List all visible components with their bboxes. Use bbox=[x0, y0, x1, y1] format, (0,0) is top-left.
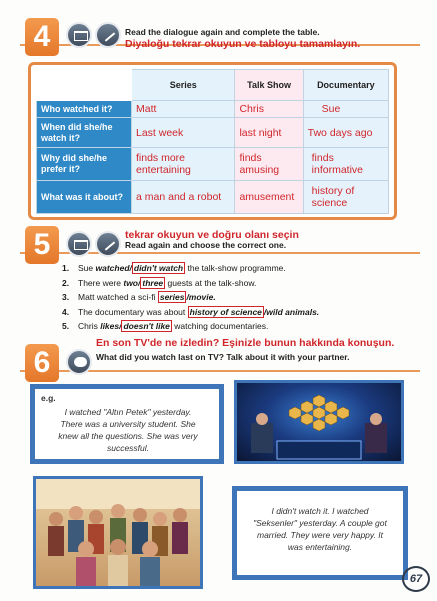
answer-cell: a man and a robot bbox=[136, 191, 222, 204]
table-corner bbox=[37, 70, 132, 101]
book-icon bbox=[66, 22, 92, 48]
list-item bbox=[62, 319, 319, 334]
item-chosen-option: didn't watch bbox=[133, 263, 184, 273]
item-chosen-option: history of science bbox=[189, 306, 262, 317]
answer-cell: Chris bbox=[239, 103, 264, 116]
book-icon bbox=[66, 231, 92, 257]
example-text: I watched "Altın Petek" yesterday. There was a university student. She knew all the questions. She was very successful. bbox=[58, 407, 198, 453]
table-row bbox=[37, 181, 389, 214]
row-question: When did she/he watch it? bbox=[37, 118, 132, 148]
header-talk-show: Talk Show bbox=[235, 70, 303, 101]
answer-cell: Two days ago bbox=[307, 126, 373, 139]
item-text: the talk-show programme. bbox=[185, 263, 286, 273]
item-number: 2. bbox=[62, 277, 70, 288]
ex4-number-badge: 4 bbox=[25, 18, 59, 56]
answer-cell: Last week bbox=[136, 126, 184, 139]
item-option: /wild animals. bbox=[263, 306, 320, 317]
ex5-translation: tekrar okuyun ve doğru olanı seçin bbox=[125, 229, 299, 241]
item-text: The documentary was about bbox=[78, 306, 188, 317]
answer-cell: finds amusing bbox=[239, 152, 280, 177]
answer-cell: finds more entertaining bbox=[136, 152, 191, 177]
item-chosen-option: series bbox=[159, 292, 185, 303]
ex6-number-badge: 6 bbox=[25, 344, 59, 382]
ex5-title: Read again and choose the correct one. bbox=[125, 240, 287, 250]
item-option: two/ bbox=[123, 277, 141, 288]
family-photo bbox=[33, 476, 203, 589]
ex4-table bbox=[36, 69, 389, 214]
list-item bbox=[62, 305, 319, 320]
answer-cell: Sue bbox=[321, 103, 341, 116]
page-number: 67 bbox=[402, 566, 430, 592]
list-item bbox=[62, 276, 319, 291]
list-item bbox=[62, 290, 319, 305]
item-text: watching documentaries. bbox=[171, 321, 269, 332]
list-item bbox=[62, 261, 319, 276]
example-label: e.g. bbox=[41, 393, 56, 403]
item-number: 5. bbox=[62, 321, 70, 332]
quiz-show-photo bbox=[234, 380, 404, 464]
item-option: likes/ bbox=[100, 321, 122, 332]
item-chosen-option: three bbox=[142, 277, 164, 288]
header-documentary: Documentary bbox=[303, 70, 388, 101]
item-chosen-option: doesn't like bbox=[123, 321, 170, 332]
table-row bbox=[37, 101, 389, 118]
item-text: There were bbox=[78, 277, 124, 288]
ex6-translation: En son TV'de ne izledin? Eşinizle bunun hakkında konuşun. bbox=[96, 337, 395, 349]
pencil-icon bbox=[95, 231, 121, 257]
item-text: Sue bbox=[78, 263, 96, 273]
answer-cell: last night bbox=[239, 126, 282, 139]
item-text: guests at the talk-show. bbox=[165, 277, 257, 288]
answer-cell: history of science bbox=[311, 185, 355, 210]
item-text: Matt watched a sci-fi bbox=[78, 292, 158, 303]
ex4-title: Read the dialogue again and complete the table. bbox=[125, 27, 320, 37]
ex5-number-badge: 5 bbox=[25, 226, 59, 264]
reply-panel bbox=[232, 486, 408, 580]
table-row bbox=[37, 118, 389, 148]
row-question: Who watched it? bbox=[37, 101, 132, 118]
example-panel bbox=[30, 384, 224, 464]
answer-cell: Matt bbox=[136, 103, 157, 116]
ex6-title: What did you watch last on TV? Talk about it with your partner. bbox=[96, 352, 350, 362]
row-question: Why did she/he prefer it? bbox=[37, 148, 132, 181]
reply-text: I didn't watch it. I watched "Seksenler" yesterday. A couple got married. They were very happy. It was entertaining. bbox=[253, 506, 387, 552]
answer-cell: amusement bbox=[239, 191, 295, 204]
ex4-translation: Diyaloğu tekrar okuyun ve tabloyu tamamlayın. bbox=[125, 38, 361, 50]
row-question: What was it about? bbox=[37, 181, 132, 214]
table-row bbox=[37, 148, 389, 181]
pencil-icon bbox=[95, 22, 121, 48]
header-series: Series bbox=[132, 70, 235, 101]
item-number: 4. bbox=[62, 306, 70, 317]
ex4-table-frame bbox=[28, 62, 397, 220]
item-number: 1. bbox=[62, 263, 70, 273]
item-text: Chris bbox=[78, 321, 101, 332]
item-option: watched/ bbox=[95, 263, 132, 273]
ex5-list bbox=[62, 261, 319, 334]
item-number: 3. bbox=[62, 292, 70, 303]
answer-cell: finds informative bbox=[311, 152, 363, 177]
item-option: /movie. bbox=[186, 292, 216, 303]
speech-bubble-icon bbox=[66, 349, 92, 375]
